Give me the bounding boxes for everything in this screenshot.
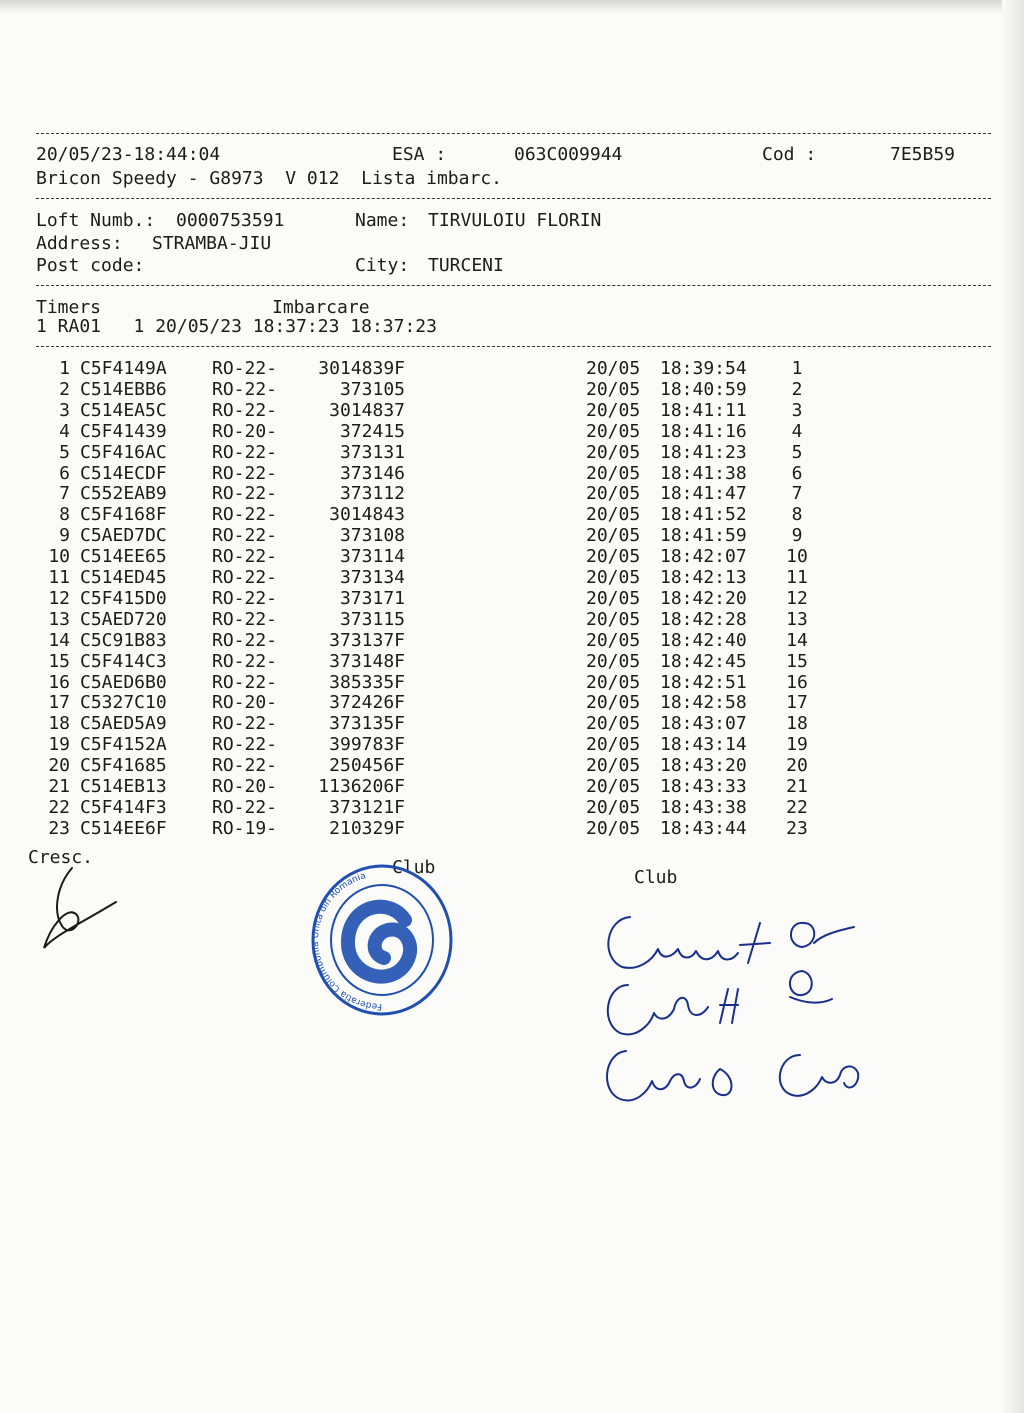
- cod-label: Cod :: [762, 144, 817, 165]
- dashed-rule: [36, 285, 991, 286]
- stamp-text: Federatia Columbofila Unita din Romania: [311, 871, 383, 1012]
- chip-id: C5F4149A: [80, 358, 167, 379]
- arrival-order: 19: [786, 734, 808, 756]
- arrival-date: 20/05: [586, 713, 641, 735]
- arrival-time: 18:41:11: [660, 399, 747, 421]
- bird-index: 4: [59, 420, 70, 442]
- bird-index: 16: [48, 671, 70, 693]
- bird-index: 18: [48, 713, 70, 735]
- ring-number: 3014839F: [318, 358, 405, 379]
- bird-row: [0, 504, 1024, 525]
- arrival-time: 18:43:33: [660, 776, 747, 797]
- arrival-time: 18:42:28: [660, 608, 747, 630]
- arrival-time: 18:43:14: [660, 734, 747, 756]
- bird-row: [0, 442, 1024, 463]
- arrival-time: 18:42:20: [660, 587, 747, 609]
- name-value: TIRVULOIU FLORIN: [428, 210, 602, 231]
- arrival-time: 18:41:38: [660, 462, 747, 484]
- club-stamp: [310, 862, 455, 1021]
- dashed-rule: [36, 133, 991, 134]
- chip-id: C5F41685: [80, 755, 167, 777]
- chip-id: C5327C10: [80, 692, 167, 714]
- bird-index: 19: [48, 734, 70, 756]
- bird-row: [0, 692, 1024, 713]
- chip-id: C514EE65: [80, 546, 167, 568]
- arrival-order: 20: [786, 755, 808, 777]
- arrival-date: 20/05: [586, 755, 641, 777]
- arrival-time: 18:42:58: [660, 692, 747, 714]
- chip-id: C514EA5C: [80, 399, 167, 421]
- arrival-date: 20/05: [586, 587, 641, 609]
- arrival-time: 18:43:44: [660, 817, 747, 839]
- ring-number: 373131: [339, 441, 405, 463]
- ring-country-year: RO-22-: [212, 546, 278, 568]
- arrival-date: 20/05: [586, 776, 641, 797]
- arrival-time: 18:42:51: [660, 671, 747, 693]
- ring-country-year: RO-20-: [212, 420, 278, 442]
- bird-row: [0, 672, 1024, 693]
- chip-id: C514ECDF: [80, 462, 167, 484]
- arrival-order: 6: [791, 462, 803, 484]
- bird-row: [0, 421, 1024, 442]
- arrival-order: 13: [786, 608, 808, 630]
- club-signatures: [592, 905, 872, 1139]
- ring-country-year: RO-22-: [212, 462, 278, 484]
- arrival-time: 18:43:20: [660, 755, 747, 777]
- ring-number: 373134: [339, 567, 405, 588]
- bird-index: 5: [59, 441, 70, 463]
- chip-id: C5AED5A9: [80, 713, 167, 735]
- ring-country-year: RO-22-: [212, 629, 278, 651]
- ring-number: 373171: [339, 587, 405, 609]
- ring-number: 372426F: [329, 692, 405, 714]
- arrival-time: 18:40:59: [660, 378, 747, 400]
- ring-number: 399783F: [329, 734, 405, 756]
- ring-country-year: RO-20-: [212, 692, 278, 714]
- bird-index: 6: [59, 462, 70, 484]
- bird-row: [0, 651, 1024, 672]
- bird-row: [0, 525, 1024, 546]
- bird-row: [0, 546, 1024, 567]
- arrival-order: 22: [786, 796, 808, 818]
- loft-value: 0000753591: [176, 210, 285, 231]
- arrival-date: 20/05: [586, 546, 641, 568]
- ring-country-year: RO-22-: [212, 504, 278, 526]
- ring-number: 373137F: [329, 629, 405, 651]
- arrival-time: 18:42:13: [660, 567, 747, 588]
- bird-index: 10: [48, 546, 70, 568]
- arrival-order: 3: [791, 399, 803, 421]
- ring-country-year: RO-22-: [212, 567, 278, 588]
- ring-number: 373105: [339, 378, 405, 400]
- bird-row: [0, 755, 1024, 776]
- esa-value: 063C009944: [514, 144, 623, 165]
- ring-number: 3014843: [329, 504, 405, 526]
- ring-country-year: RO-22-: [212, 713, 278, 735]
- city-value: TURCENI: [428, 255, 504, 276]
- signature-ciovo: [607, 1051, 700, 1100]
- bird-index: 3: [59, 399, 70, 421]
- ring-country-year: RO-20-: [212, 776, 278, 797]
- bird-index: 11: [48, 567, 70, 588]
- bird-index: 8: [59, 504, 70, 526]
- esa-label: ESA :: [392, 144, 447, 165]
- arrival-order: 1: [791, 358, 803, 379]
- arrival-order: 16: [786, 671, 808, 693]
- bird-row: [0, 358, 1024, 379]
- arrival-date: 20/05: [586, 608, 641, 630]
- bird-row: [0, 379, 1024, 400]
- arrival-order: 7: [791, 483, 803, 505]
- ring-number: 373121F: [329, 796, 405, 818]
- bird-index: 1: [59, 358, 70, 379]
- bird-row: [0, 483, 1024, 504]
- breeder-signature: [36, 862, 126, 961]
- bird-index: 23: [48, 817, 70, 839]
- chip-id: C5AED720: [80, 608, 167, 630]
- arrival-order: 5: [791, 441, 803, 463]
- chip-id: C552EAB9: [80, 483, 167, 505]
- bird-row: [0, 463, 1024, 484]
- arrival-date: 20/05: [586, 629, 641, 651]
- arrival-time: 18:39:54: [660, 358, 747, 379]
- arrival-order: 12: [786, 587, 808, 609]
- ring-country-year: RO-22-: [212, 587, 278, 609]
- chip-id: C5F416AC: [80, 441, 167, 463]
- device-line: Bricon Speedy - G8973 V 012 Lista imbarc.: [36, 168, 502, 189]
- ring-country-year: RO-22-: [212, 483, 278, 505]
- arrival-order: 18: [786, 713, 808, 735]
- ring-country-year: RO-22-: [212, 734, 278, 756]
- arrival-order: 15: [786, 650, 808, 672]
- arrival-time: 18:43:07: [660, 713, 747, 735]
- arrival-date: 20/05: [586, 358, 641, 379]
- bird-index: 2: [59, 378, 70, 400]
- bird-row: [0, 567, 1024, 588]
- ring-number: 373135F: [329, 713, 405, 735]
- ring-number: 1136206F: [318, 776, 405, 797]
- name-label: Name:: [355, 210, 410, 231]
- chip-id: C5AED6B0: [80, 671, 167, 693]
- chip-id: C5F414C3: [80, 650, 167, 672]
- ring-number: 385335F: [329, 671, 405, 693]
- dashed-rule: [36, 346, 991, 347]
- address-value: STRAMBA-JIU: [152, 233, 272, 254]
- bird-index: 22: [48, 796, 70, 818]
- bird-index: 21: [48, 776, 70, 797]
- arrival-order: 8: [791, 504, 803, 526]
- arrival-date: 20/05: [586, 504, 641, 526]
- arrival-order: 14: [786, 629, 808, 651]
- chip-id: C514EB13: [80, 776, 167, 797]
- bird-row: [0, 400, 1024, 421]
- arrival-date: 20/05: [586, 734, 641, 756]
- chip-id: C5F4168F: [80, 504, 167, 526]
- bird-row: [0, 713, 1024, 734]
- bird-row: [0, 609, 1024, 630]
- arrival-date: 20/05: [586, 420, 641, 442]
- arrival-date: 20/05: [586, 399, 641, 421]
- chip-id: C5C91B83: [80, 629, 167, 651]
- imbarcare-label: Imbarcare: [272, 297, 370, 318]
- arrival-date: 20/05: [586, 462, 641, 484]
- bird-index: 20: [48, 755, 70, 777]
- scan-shadow-top: [0, 0, 1024, 14]
- chip-id: C5F414F3: [80, 796, 167, 818]
- bird-index: 13: [48, 608, 70, 630]
- ring-country-year: RO-22-: [212, 755, 278, 777]
- cresc-label: Cresc.: [28, 847, 94, 868]
- bird-index: 12: [48, 587, 70, 609]
- ring-number: 373146: [339, 462, 405, 484]
- address-label: Address:: [36, 233, 123, 254]
- arrival-date: 20/05: [586, 483, 641, 505]
- ring-country-year: RO-22-: [212, 399, 278, 421]
- arrival-time: 18:41:23: [660, 441, 747, 463]
- postcode-label: Post code:: [36, 255, 145, 276]
- bird-index: 14: [48, 629, 70, 651]
- arrival-time: 18:41:59: [660, 525, 747, 547]
- bird-row: [0, 630, 1024, 651]
- arrival-date: 20/05: [586, 817, 641, 839]
- ring-country-year: RO-22-: [212, 796, 278, 818]
- arrival-order: 17: [786, 692, 808, 714]
- arrival-date: 20/05: [586, 567, 641, 588]
- ring-number: 210329F: [329, 817, 405, 839]
- bird-index: 17: [48, 692, 70, 714]
- bird-index: 7: [59, 483, 70, 505]
- chip-id: C514EBB6: [80, 378, 167, 400]
- ring-number: 373108: [339, 525, 405, 547]
- ring-country-year: RO-22-: [212, 358, 278, 379]
- arrival-date: 20/05: [586, 692, 641, 714]
- chip-id: C5F4152A: [80, 734, 167, 756]
- arrival-date: 20/05: [586, 378, 641, 400]
- timer-line: 1 RA01 1 20/05/23 18:37:23 18:37:23: [36, 316, 437, 337]
- arrival-order: 11: [786, 567, 808, 588]
- ring-number: 250456F: [329, 755, 405, 777]
- bird-index: 9: [59, 525, 70, 547]
- loft-label: Loft Numb.:: [36, 210, 156, 231]
- ring-country-year: RO-19-: [212, 817, 278, 839]
- chip-id: C514ED45: [80, 567, 167, 588]
- bird-row: [0, 818, 1024, 839]
- bird-row: [0, 588, 1024, 609]
- arrival-time: 18:43:38: [660, 796, 747, 818]
- chip-id: C5F415D0: [80, 587, 167, 609]
- ring-number: 373112: [339, 483, 405, 505]
- arrival-time: 18:41:47: [660, 483, 747, 505]
- arrival-date: 20/05: [586, 441, 641, 463]
- arrival-order: 9: [791, 525, 803, 547]
- chip-id: C5F41439: [80, 420, 167, 442]
- ring-country-year: RO-22-: [212, 608, 278, 630]
- signature-ciobotaru: [608, 985, 708, 1034]
- ring-number: 372415: [339, 420, 405, 442]
- club-label: Club: [634, 867, 678, 888]
- ring-country-year: RO-22-: [212, 671, 278, 693]
- print-datetime: 20/05/23-18:44:04: [36, 144, 221, 165]
- arrival-date: 20/05: [586, 671, 641, 693]
- ring-country-year: RO-22-: [212, 525, 278, 547]
- arrival-order: 10: [786, 546, 808, 568]
- ring-country-year: RO-22-: [212, 378, 278, 400]
- bird-index: 15: [48, 650, 70, 672]
- ring-number: 373115: [339, 608, 405, 630]
- arrival-order: 21: [786, 776, 808, 797]
- ring-number: 373114: [339, 546, 405, 568]
- club-label: Club: [392, 857, 436, 878]
- city-label: City:: [355, 255, 410, 276]
- arrival-time: 18:41:16: [660, 420, 747, 442]
- arrival-time: 18:42:07: [660, 546, 747, 568]
- ring-number: 373148F: [329, 650, 405, 672]
- arrival-time: 18:42:40: [660, 629, 747, 651]
- bird-row: [0, 776, 1024, 797]
- cod-value: 7E5B59: [890, 144, 956, 165]
- ring-country-year: RO-22-: [212, 650, 278, 672]
- arrival-order: 2: [791, 378, 803, 400]
- chip-id: C514EE6F: [80, 817, 167, 839]
- arrival-date: 20/05: [586, 525, 641, 547]
- arrival-date: 20/05: [586, 650, 641, 672]
- arrival-time: 18:41:52: [660, 504, 747, 526]
- timers-label: Timers: [36, 297, 102, 318]
- arrival-order: 23: [786, 817, 808, 839]
- dashed-rule: [36, 198, 991, 199]
- bird-row: [0, 797, 1024, 818]
- arrival-time: 18:42:45: [660, 650, 747, 672]
- arrival-order: 4: [791, 420, 803, 442]
- arrival-date: 20/05: [586, 796, 641, 818]
- ring-number: 3014837: [329, 399, 405, 421]
- ring-country-year: RO-22-: [212, 441, 278, 463]
- chip-id: C5AED7DC: [80, 525, 167, 547]
- bird-row: [0, 734, 1024, 755]
- signature-cioveanu: [608, 917, 738, 968]
